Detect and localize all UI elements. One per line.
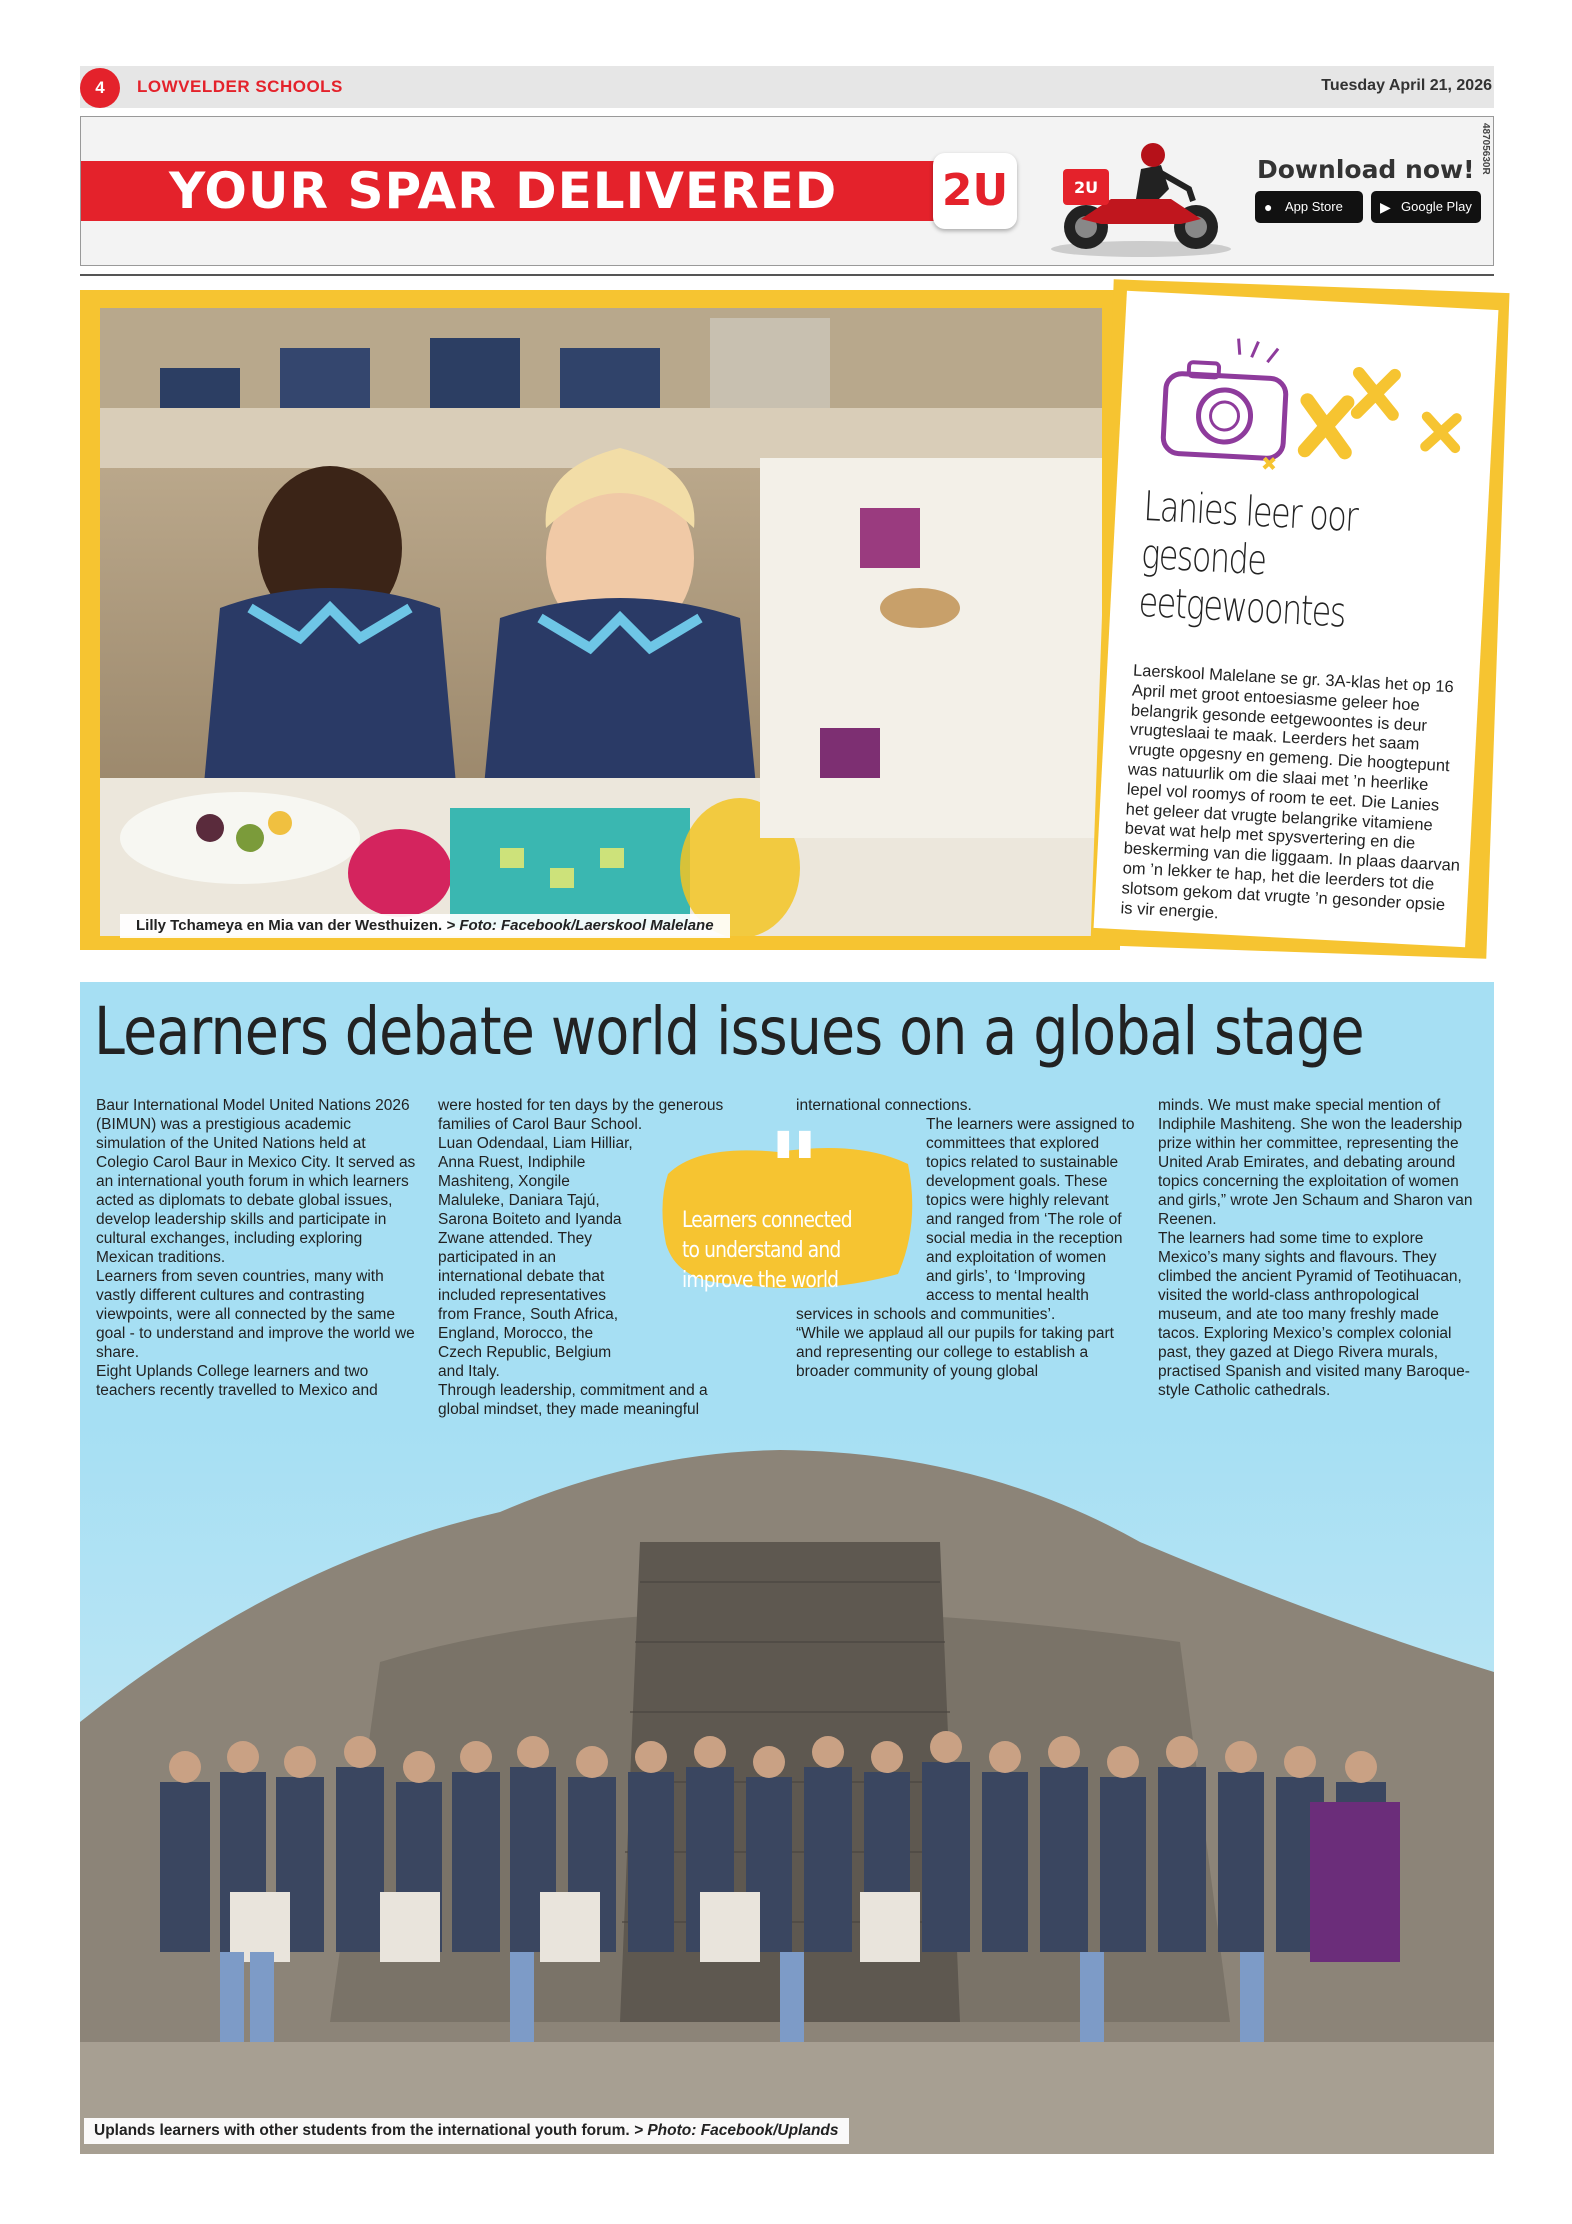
article-headline: Learners debate world issues on a global stage (94, 993, 1364, 1070)
paragraph: Eight Uplands College learners and two teachers recently travelled to Mexico and (96, 1363, 378, 1399)
delivery-motorbike-icon (1041, 129, 1241, 259)
lanies-story-card (1094, 291, 1499, 948)
google-play-button[interactable] (1371, 191, 1481, 223)
debate-article (80, 982, 1494, 2154)
paragraph: Learners from seven countries, many with vastly different cultures and contrasting viewpoints, were all connected by the same goal - to understand and improve the world we share. (96, 1268, 415, 1361)
story-headline: Lanies leer oor gesonde eetgewoontes (1137, 481, 1359, 637)
camera-doodle-icon (1153, 323, 1480, 490)
paragraph: “While we applaud all our pupils for taking part and representing our college to establish a broader community of young global (796, 1325, 1114, 1380)
lanies-feature (80, 286, 1504, 954)
spar-2u-logo: 2U (933, 153, 1017, 229)
apple-icon: ● (1264, 199, 1273, 215)
page-number: 4 (80, 68, 120, 108)
group-photo-caption (84, 2118, 849, 2144)
google-play-label: Google Play (1401, 199, 1472, 214)
feature-caption-credit: Lilly Tchameya en Mia van der Westhuizen. (136, 917, 443, 934)
ad-headline: YOUR SPAR DELIVERED (169, 162, 838, 220)
app-store-label: App Store (1285, 199, 1343, 214)
pyramid-group-photo[interactable] (80, 1422, 1494, 2154)
story-body: Laerskool Malelane se gr. 3A-klas het op 16 April met groot entoesiasme geleer hoe belangrik gesonde eetgewoontes is deur vrugteslaai te maak. Leerders het saam vrugte opgesny en gemeng. Die hoogtepunt was natuurlik om die slaai met ’n heerlike lepel vol roomys of room te eet. Die Lanies het geleer dat vrugte belangrike vitamiene bevat wat help met spysvertering en die beskerming van die liggaam. In plaas daarvan om ’n lekker te hap, het die leerders tot die slotsom gekom dat vrugte ’n gesonder opsie is vir energie. (1120, 661, 1461, 922)
section-divider (80, 274, 1494, 276)
paragraph: minds. We must make special mention of Indiphile Mashiteng. She won the leadership prize within her committee, representing the United Arab Emirates, and debating around topics concerning the exploitation of women and girls,” wrote Jen Schaum and Sharon van Reenen. (1158, 1097, 1473, 1228)
paragraph: were hosted for ten days by the generous families of Carol Baur School. (438, 1097, 724, 1133)
paragraph: Luan Odendaal, Liam Hilliar, Anna Ruest, Indiphile Mashiteng, Xongile Maluleke, Daniara Tajú, Sarona Boiteto and Iyanda Zwane attended. They participated in an international debate that included representatives from France, South Africa, England, Morocco, the Czech Republic, Belgium and Italy. (438, 1135, 633, 1380)
ad-reference-code: 48705630R (1480, 123, 1491, 175)
article-column-1 (96, 1096, 416, 1400)
quote-mark-icon: " (768, 1111, 821, 1228)
paragraph: services in schools and communities’. (796, 1306, 1056, 1323)
paragraph: Through leadership, commitment and a global mindset, they made meaningful (438, 1382, 708, 1418)
section-title: LOWVELDER SCHOOLS (137, 77, 343, 96)
group-caption-photo: > Photo: Facebook/Uplands (633, 2122, 839, 2139)
play-icon: ▶ (1380, 199, 1391, 215)
photo-frame (80, 290, 1120, 950)
pull-quote: Learners connected to understand and improve the world (682, 1208, 852, 1293)
classroom-photo[interactable] (100, 308, 1102, 936)
spar-advertisement[interactable] (80, 116, 1494, 266)
group-caption-credit: Uplands learners with other students from the international youth forum. (94, 2122, 630, 2139)
feature-caption-photo: > Foto: Facebook/Laerskool Malelane (446, 917, 714, 934)
issue-date: Tuesday April 21, 2026 (1321, 77, 1492, 94)
article-column-4 (1158, 1096, 1478, 1400)
paragraph: The learners had some time to explore Mexico’s many sights and flavours. They climbed the ancient Pyramid of Teotihuacan, visited the world-class anthropological museum, and ate too many freshly made tacos. Exploring Mexico’s complex colonial past, they gazed at Diego Rivera murals, practised Spanish and visited many Baroque-style Catholic cathedrals. (1158, 1230, 1470, 1399)
app-store-button[interactable] (1255, 191, 1363, 223)
paragraph: Baur International Model United Nations 2026 (BIMUN) was a prestigious academic simulation of the United Nations held at Colegio Carol Baur in Mexico City. It served as an international youth forum in which learners acted as diplomats to debate global issues, develop leadership skills and participate in cultural exchanges, including exploring Mexican traditions. (96, 1097, 416, 1266)
svg-text:2U: 2U (1073, 178, 1099, 197)
feature-photo-caption (120, 914, 730, 938)
paragraph: The learners were assigned to committees that explored topics related to sustainable development goals. These topics were highly relevant and ranged from ‘The role of social media in the reception and exploitation of women and girls’, to ‘Improving access to mental health (926, 1116, 1135, 1304)
download-now-label: Download now! (1257, 155, 1475, 184)
paragraph: international connections. (796, 1097, 972, 1114)
